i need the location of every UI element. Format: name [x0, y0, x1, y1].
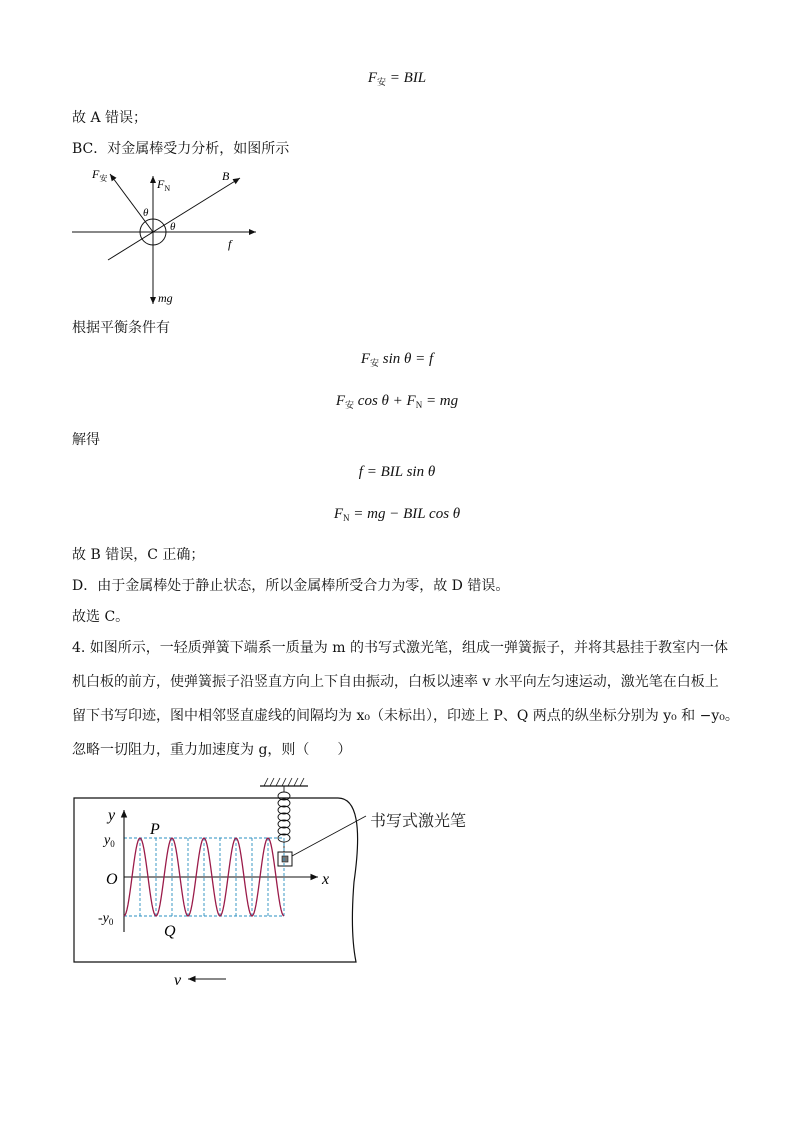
text-bc-intro: BC．对金属棒受力分析，如图所示 — [72, 141, 290, 157]
text-b-wrong: 故 B 错误，C 正确； — [72, 547, 205, 563]
equation-sin — [0, 351, 794, 369]
b-arrow — [108, 178, 240, 260]
eq-rhs: = BIL — [386, 70, 427, 86]
fan-arrow — [110, 174, 153, 232]
label-p: P — [150, 821, 160, 838]
eq-mid: cos θ + F — [354, 393, 416, 409]
text-balance: 根据平衡条件有 — [72, 320, 170, 336]
label-x: x — [322, 871, 330, 888]
label-y: y — [108, 807, 116, 824]
whiteboard-diagram — [70, 772, 510, 992]
eq-symbol: F — [333, 506, 343, 522]
laser-pen-inner — [282, 856, 288, 862]
label-v: v — [174, 972, 182, 989]
equation-cos — [0, 393, 794, 411]
label-neg-y0: $-y_0$ — [98, 911, 114, 927]
equation-fn-result — [0, 506, 794, 523]
eq-rhs: = mg − BIL cos θ — [349, 506, 461, 522]
text-d: D．由于金属棒处于静止状态，所以金属棒所受合力为零，故 D 错误。 — [72, 578, 510, 594]
eq-symbol: F — [335, 393, 346, 409]
label-theta-2: θ — [170, 221, 176, 233]
q4-line-3: 留下书写印迹，图中相邻竖直虚线的间隔均为 x₀（未标出），印迹上 P、Q 两点的纵坐标分别为 y₀ 和 −y₀。 — [72, 708, 739, 724]
eq-text: f = BIL sin θ — [358, 464, 436, 480]
text-choose: 故选 C。 — [72, 609, 130, 625]
pen-pointer — [292, 816, 366, 856]
eq-subscript: 安 — [345, 400, 355, 410]
equation-f-result — [0, 464, 794, 481]
eq-symbol: F — [360, 351, 370, 367]
label-theta-1: θ — [143, 207, 149, 219]
eq-subscript: N — [343, 513, 350, 523]
label-fan: $F_安$ — [92, 167, 108, 183]
label-mg: mg — [158, 291, 173, 305]
force-diagram — [70, 162, 270, 312]
text-solve: 解得 — [72, 432, 100, 448]
spring — [278, 786, 290, 852]
equation-ampere-force — [0, 70, 794, 88]
label-fn: $F_N$ — [157, 177, 171, 193]
label-b: B — [222, 169, 230, 183]
eq-subscript: 安 — [369, 358, 379, 368]
eq-subscript-n: N — [415, 400, 423, 410]
label-o: O — [106, 871, 118, 888]
eq-symbol: F — [367, 70, 378, 86]
text-a-wrong: 故 A 错误； — [72, 110, 148, 126]
eq-rhs: sin θ = f — [379, 351, 434, 367]
ceiling-hatch — [264, 778, 304, 786]
label-f: f — [228, 237, 232, 251]
q4-line-4: 忽略一切阻力，重力加速度为 g，则（ ） — [72, 742, 352, 758]
q4-line-1: 4. 如图所示，一轻质弹簧下端系一质量为 m 的书写式激光笔，组成一弹簧振子，并将其悬挂于教室内一体 — [72, 640, 728, 656]
label-pen: 书写式激光笔 — [370, 813, 467, 830]
eq-subscript: 安 — [377, 77, 387, 87]
q4-line-2: 机白板的前方，使弹簧振子沿竖直方向上下自由振动，白板以速率 v 水平向左匀速运动，激光笔在白板上 — [72, 674, 719, 690]
eq-rhs: = mg — [422, 393, 459, 409]
label-y0: $y_0$ — [104, 833, 115, 849]
label-q: Q — [164, 923, 176, 940]
